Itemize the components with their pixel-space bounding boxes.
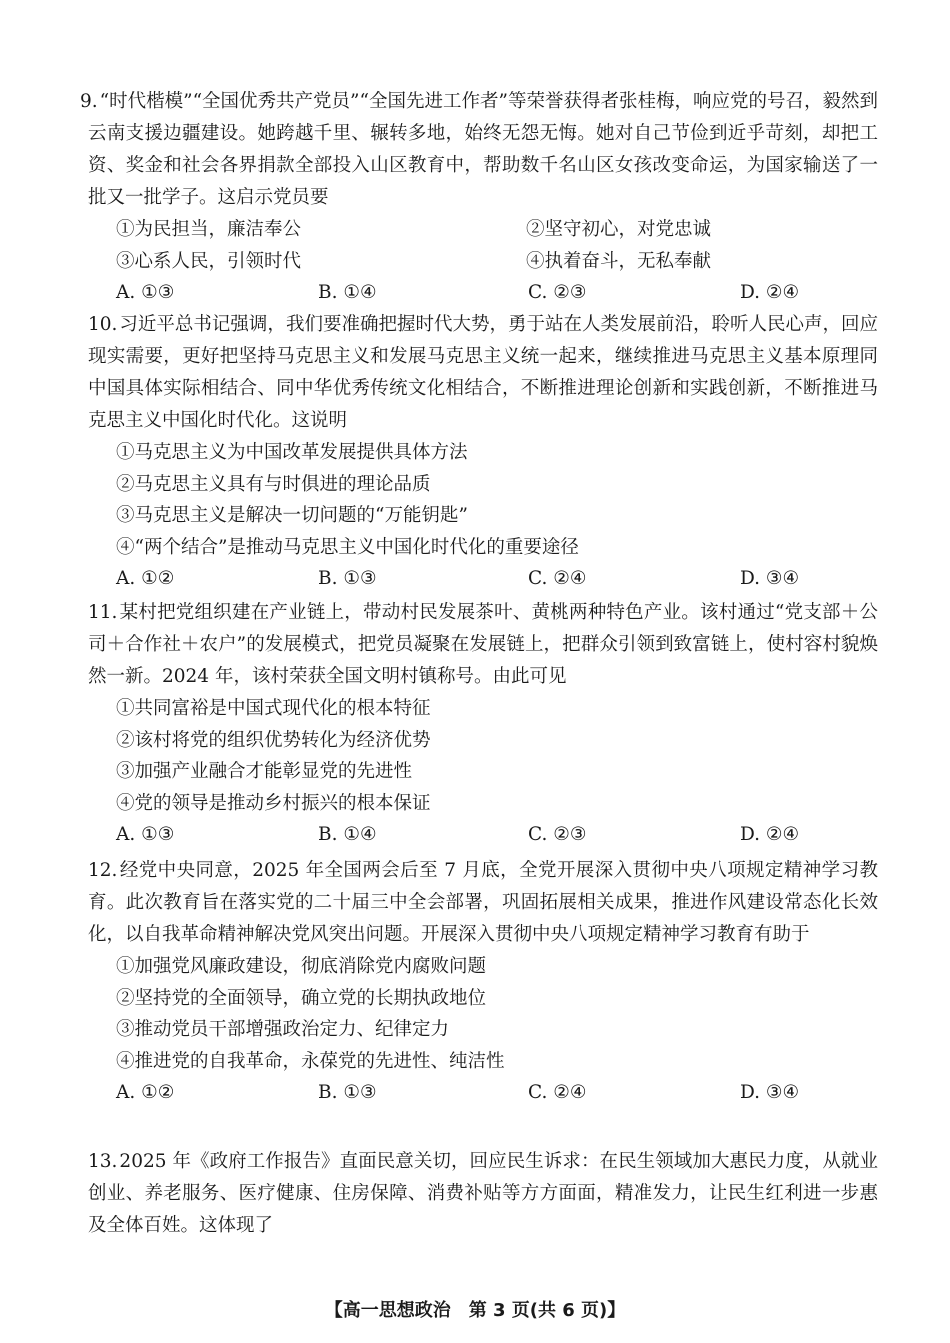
- answer-d: D. ②④: [740, 824, 800, 845]
- answer-a: A. ①③: [116, 282, 175, 303]
- option-1: ①为民担当，廉洁奉公: [116, 219, 302, 240]
- option-4: ④“两个结合”是推动马克思主义中国化时代化的重要途径: [116, 536, 579, 558]
- question-number: 10.: [88, 314, 118, 335]
- option-list: [88, 693, 878, 819]
- option-2: ②该村将党的组织优势转化为经济优势: [116, 729, 431, 751]
- answer-a: A. ①③: [116, 824, 175, 845]
- option-2: ②坚持党的全面领导，确立党的长期执政地位: [116, 987, 487, 1009]
- page-footer: 【高一思想政治 第 3 页(共 6 页)】: [324, 1300, 626, 1321]
- question-text: 习近平总书记强调，我们要准确把握时代大势，勇于站在人类发展前沿，聆听人民心声，回应现实需要，更好把坚持马克思主义和发展马克思主义统一起来，继续推进马克思主义基本原理同中国具体实际相结合、同中华优秀传统文化相结合，不断推进理论创新和实践创新，不断推进马克思主义中国化时代化。这说明: [88, 314, 878, 431]
- question-stem: [88, 597, 878, 693]
- option-list: [88, 437, 878, 563]
- question-number: 9.: [80, 91, 98, 112]
- question-text: 2025 年《政府工作报告》直面民意关切，回应民生诉求：在民生领域加大惠民力度，从就业创业、养老服务、医疗健康、住房保障、消费补贴等方方面面，精准发力，让民生红利进一步惠及全体百姓。这体现了: [88, 1151, 878, 1236]
- option-3: ③推动党员干部增强政治定力、纪律定力: [116, 1019, 450, 1040]
- question-text: 某村把党组织建在产业链上，带动村民发展茶叶、黄桃两种特色产业。该村通过“党支部＋公司＋合作社＋农户”的发展模式，把党员凝聚在发展链上，把群众引领到致富链上，使村容村貌焕然一新。2024 年，该村荣获全国文明村镇称号。由此可见: [88, 602, 878, 687]
- answer-d: D. ③④: [740, 568, 800, 589]
- question-number: 13.: [88, 1151, 118, 1172]
- answer-b: B. ①④: [318, 282, 377, 303]
- question-stem: [88, 855, 878, 951]
- answer-choices: [88, 819, 878, 851]
- option-4: ④推进党的自我革命，永葆党的先进性、纯洁性: [116, 1050, 505, 1072]
- answer-b: B. ①③: [318, 568, 377, 589]
- option-3: ③心系人民，引领时代: [116, 250, 302, 272]
- question-number: 12.: [88, 860, 118, 881]
- answer-d: D. ③④: [740, 1082, 800, 1103]
- option-2: ②坚守初心，对党忠诚: [526, 219, 712, 240]
- option-4: ④执着奋斗，无私奉献: [526, 250, 712, 272]
- answer-choices: [88, 563, 878, 595]
- answer-b: B. ①③: [318, 1082, 377, 1103]
- option-1: ①马克思主义为中国改革发展提供具体方法: [116, 442, 468, 463]
- option-3: ③加强产业融合才能彰显党的先进性: [116, 761, 413, 782]
- answer-b: B. ①④: [318, 824, 377, 845]
- question-stem: [80, 86, 878, 214]
- answer-c: C. ②③: [528, 824, 587, 845]
- question-10: [88, 309, 878, 595]
- option-4: ④党的领导是推动乡村振兴的根本保证: [116, 792, 431, 814]
- question-number: 11.: [88, 602, 118, 623]
- answer-choices: [88, 1077, 878, 1109]
- answer-c: C. ②④: [528, 1082, 587, 1103]
- option-1: ①共同富裕是中国式现代化的根本特征: [116, 698, 431, 719]
- option-list: [88, 951, 878, 1077]
- question-stem: [88, 1146, 878, 1242]
- question-12: [88, 855, 878, 1109]
- answer-a: A. ①②: [116, 568, 175, 589]
- question-9: [80, 86, 878, 309]
- answer-c: C. ②④: [528, 568, 587, 589]
- option-1: ①加强党风廉政建设，彻底消除党内腐败问题: [116, 956, 487, 977]
- option-3: ③马克思主义是解决一切问题的“万能钥匙”: [116, 505, 468, 526]
- option-list: [88, 214, 878, 277]
- question-text: 经党中央同意，2025 年全国两会后至 7 月底，全党开展深入贯彻中央八项规定精神学习教育。此次教育旨在落实党的二十届三中全会部署，巩固拓展相关成果，推进作风建设常态化长效化，以自我革命精神解决党风突出问题。开展深入贯彻中央八项规定精神学习教育有助于: [88, 860, 878, 945]
- question-stem: [88, 309, 878, 437]
- answer-c: C. ②③: [528, 282, 587, 303]
- option-2: ②马克思主义具有与时俱进的理论品质: [116, 473, 431, 495]
- question-text: “时代楷模”“全国优秀共产党员”“全国先进工作者”等荣誉获得者张桂梅，响应党的号召，毅然到云南支援边疆建设。她跨越千里、辗转多地，始终无怨无悔。她对自己节俭到近乎苛刻，却把工资、奖金和社会各界捐款全部投入山区教育中，帮助数千名山区女孩改变命运，为国家输送了一批又一批学子。这启示党员要: [88, 91, 878, 208]
- answer-a: A. ①②: [116, 1082, 175, 1103]
- question-11: [88, 597, 878, 851]
- question-13: [88, 1146, 878, 1242]
- answer-choices: [88, 277, 878, 309]
- answer-d: D. ②④: [740, 282, 800, 303]
